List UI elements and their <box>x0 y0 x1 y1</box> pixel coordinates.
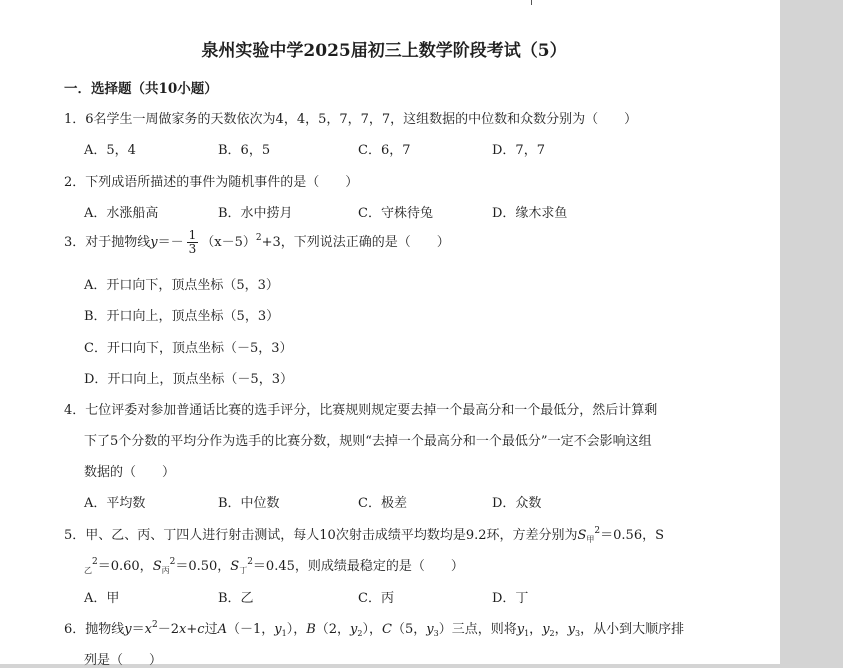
section-heading: 一．选择题（共10小题） <box>64 81 218 97</box>
q3-suffix: +3，下列说法正确的是（ ） <box>261 235 450 250</box>
q6-var-y: y <box>124 622 132 637</box>
page-marker <box>531 0 532 5</box>
q1-option-d: D．7，7 <box>492 143 545 158</box>
q5-sup-ding: 2 <box>247 557 253 567</box>
q5-v-ding: ＝0.45，则成绩最稳定的是（ ） <box>252 559 464 574</box>
question-6-line-2: 列是（ ） <box>84 653 163 668</box>
q4-option-d: D．众数 <box>492 496 542 511</box>
q6-guo: 过 <box>204 622 218 637</box>
q3-frac-num: 1 <box>188 228 197 242</box>
q5-sup-bing: 2 <box>169 557 176 567</box>
q6-comma2: ， <box>554 622 568 637</box>
q3-option-c: C．开口向下，顶点坐标（－5，3） <box>84 341 293 356</box>
q6-eq: ＝ <box>131 622 145 637</box>
q6-coord-b: （2， <box>315 622 351 637</box>
q6-tail4: ，从小到大顺序排 <box>580 622 685 637</box>
q6-tail: ）三点，则将 <box>438 622 517 637</box>
q2-option-d: D．缘木求鱼 <box>492 206 568 221</box>
q3-var-y: y <box>150 235 158 250</box>
q6-coord-a: （－1， <box>226 622 275 637</box>
question-6-line-1 <box>64 618 684 638</box>
q1-option-a: A．5，4 <box>84 143 136 158</box>
question-5-line-2 <box>84 555 464 576</box>
q2-option-a: A．水涨船高 <box>84 206 159 221</box>
q5-line1-text: 5．甲、乙、丙、丁四人进行射击测试，每人10次射击成绩平均数均是9.2环，方差分别为 <box>64 528 578 543</box>
q6-comma1: ， <box>529 622 543 637</box>
q3-eq: ＝－ <box>157 235 184 250</box>
q5-option-d: D．丁 <box>492 591 529 606</box>
q6-point-b: B <box>306 622 316 637</box>
q6-sep2: ）， <box>362 622 383 637</box>
question-3-stem <box>64 229 450 256</box>
q6-sub2b: 2 <box>549 629 555 638</box>
q6-point-a: A <box>217 622 227 637</box>
q6-y1: y <box>274 622 282 637</box>
q6-y2: y <box>350 622 358 637</box>
q5-sub-bing: 丙 <box>161 566 170 575</box>
q6-var-x2: x <box>179 622 187 637</box>
q3-prefix: 3．对于抛物线 <box>64 235 151 250</box>
q6-y1b: y <box>516 622 525 637</box>
q3-option-b: B．开口向上，顶点坐标（5，3） <box>84 309 280 324</box>
q5-option-c: C．丙 <box>358 591 394 606</box>
q4-option-b: B．中位数 <box>218 496 280 511</box>
q6-text-1: 6．抛物线 <box>64 622 125 637</box>
question-4-line-1: 4．七位评委对参加普通话比赛的选手评分，比赛规则规定要去掉一个最高分和一个最低分，然后计算剩 <box>64 403 658 418</box>
question-5-line-1 <box>64 524 664 545</box>
q5-v-jia: ＝0.56，S <box>600 528 664 543</box>
page-title: 泉州实验中学2025届初三上数学阶段考试（5） <box>201 41 567 61</box>
q5-v-bing: ＝0.50， <box>175 559 231 574</box>
q5-sub-jia: 甲 <box>586 535 595 544</box>
q6-sub1b: 1 <box>524 629 530 638</box>
q6-sep1: ）， <box>286 622 307 637</box>
question-1-stem: 1．6名学生一周做家务的天数依次为4，4，5，7，7，7，这组数据的中位数和众数分别为（ ） <box>64 112 638 127</box>
question-4-line-3: 数据的（ ） <box>84 465 176 480</box>
q2-option-c: C．守株待兔 <box>358 206 433 221</box>
q5-sup-yi: 2 <box>92 557 98 567</box>
q5-sub-yi: 乙 <box>84 566 92 575</box>
q6-var-x: x <box>144 622 152 637</box>
viewer-background <box>780 0 843 664</box>
q6-y3: y <box>426 622 434 637</box>
q5-sup-jia: 2 <box>594 526 601 536</box>
q6-point-c: C <box>382 622 392 637</box>
q6-plus: + <box>186 622 198 637</box>
question-2-stem: 2．下列成语所描述的事件为随机事件的是（ ） <box>64 175 359 190</box>
q6-minus2: －2 <box>157 622 180 637</box>
q5-option-a: A．甲 <box>84 591 120 606</box>
q3-mid: （x－5） <box>201 235 256 250</box>
q6-sq: 2 <box>152 620 158 630</box>
q5-option-b: B．乙 <box>218 591 254 606</box>
q3-option-d: D．开口向上，顶点坐标（－5，3） <box>84 372 293 387</box>
q1-option-b: B．6，5 <box>218 143 271 158</box>
q4-option-c: C．极差 <box>358 496 407 511</box>
q6-sub2: 2 <box>357 629 363 638</box>
q6-sub1: 1 <box>281 629 287 638</box>
q6-var-c: c <box>197 622 205 637</box>
q3-fraction <box>187 229 199 256</box>
q6-sub3: 3 <box>433 629 439 638</box>
q2-option-b: B．水中捞月 <box>218 206 293 221</box>
question-4-line-2: 下了5个分数的平均分作为选手的比赛分数，规则“去掉一个最高分和一个最低分”一定不会影响这组 <box>84 434 652 449</box>
q1-option-c: C．6，7 <box>358 143 411 158</box>
q3-option-a: A．开口向下，顶点坐标（5，3） <box>84 278 279 293</box>
q5-s-bing: S <box>152 559 162 574</box>
q3-frac-den: 3 <box>188 242 197 256</box>
q6-sub3b: 3 <box>575 629 581 638</box>
q6-y2b: y <box>542 622 550 637</box>
q3-sup: 2 <box>255 233 262 243</box>
q5-sub-ding: 丁 <box>239 566 248 575</box>
q5-s-jia: S <box>577 528 587 543</box>
q5-s-ding: S <box>230 559 240 574</box>
q6-y3b: y <box>567 622 576 637</box>
q4-option-a: A．平均数 <box>84 496 146 511</box>
q6-coord-c: （5， <box>391 622 427 637</box>
q5-v-yi: ＝0.60， <box>97 559 153 574</box>
